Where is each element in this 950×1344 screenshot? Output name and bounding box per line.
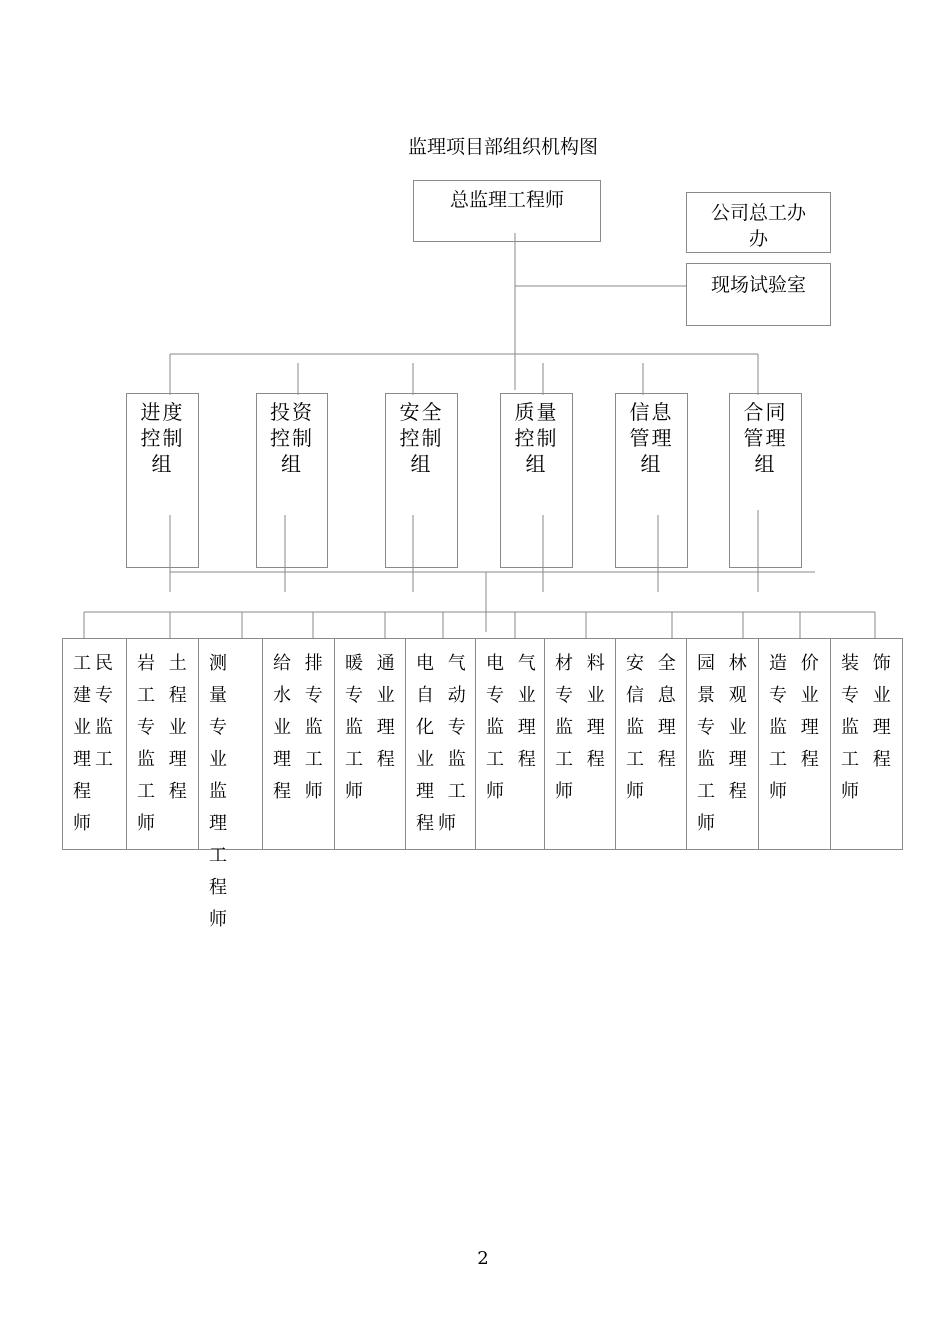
hvac-engineer-box: 暖 通 专 业 监 理 工 程 师 [334,638,406,850]
contract-management-group-box: 合同 管理 组 [729,393,802,568]
electrical-automation-engineer-box: 电 气 自 动 化 专 业 监 理 工 程师 [405,638,476,850]
chart-title: 监理项目部组织机构图 [407,136,598,158]
decoration-engineer-box: 装 饰 专 业 监 理 工 程 师 [830,638,903,850]
cost-engineer-box: 造 价 专 业 监 理 工 程 师 [758,638,831,850]
geotechnical-engineer-box: 岩 土 工 程 专 业 监 理 工 程 师 [126,638,199,850]
safety-control-group-box: 安全 控制 组 [385,393,458,568]
quality-control-group-box: 质量 控制 组 [500,393,573,568]
landscape-engineer-box: 园 林 景 观 专 业 监 理 工 程 师 [686,638,759,850]
progress-control-group-box: 进度 控制 组 [126,393,199,568]
materials-engineer-box: 材 料 专 业 监 理 工 程 师 [544,638,616,850]
civil-engineer-box: 工民 建专 业监 理工 程 师 [62,638,127,850]
information-management-group-box: 信息 管理 组 [615,393,688,568]
page-number: 2 [477,1248,489,1269]
safety-information-engineer-box: 安 全 信 息 监 理 工 程 师 [615,638,687,850]
survey-engineer-box: 测 量 专 业 监 理 工 程 师 [198,638,263,850]
plumbing-engineer-box: 给 排 水 专 业 监 理 工 程 师 [262,638,335,850]
investment-control-group-box: 投资 控制 组 [256,393,328,568]
company-chief-office-box: 公司总工办 办 [686,192,831,253]
field-lab-box: 现场试验室 [686,263,831,326]
chief-engineer-box: 总监理工程师 [413,180,601,242]
electrical-engineer-box: 电 气 专 业 监 理 工 程 师 [475,638,545,850]
